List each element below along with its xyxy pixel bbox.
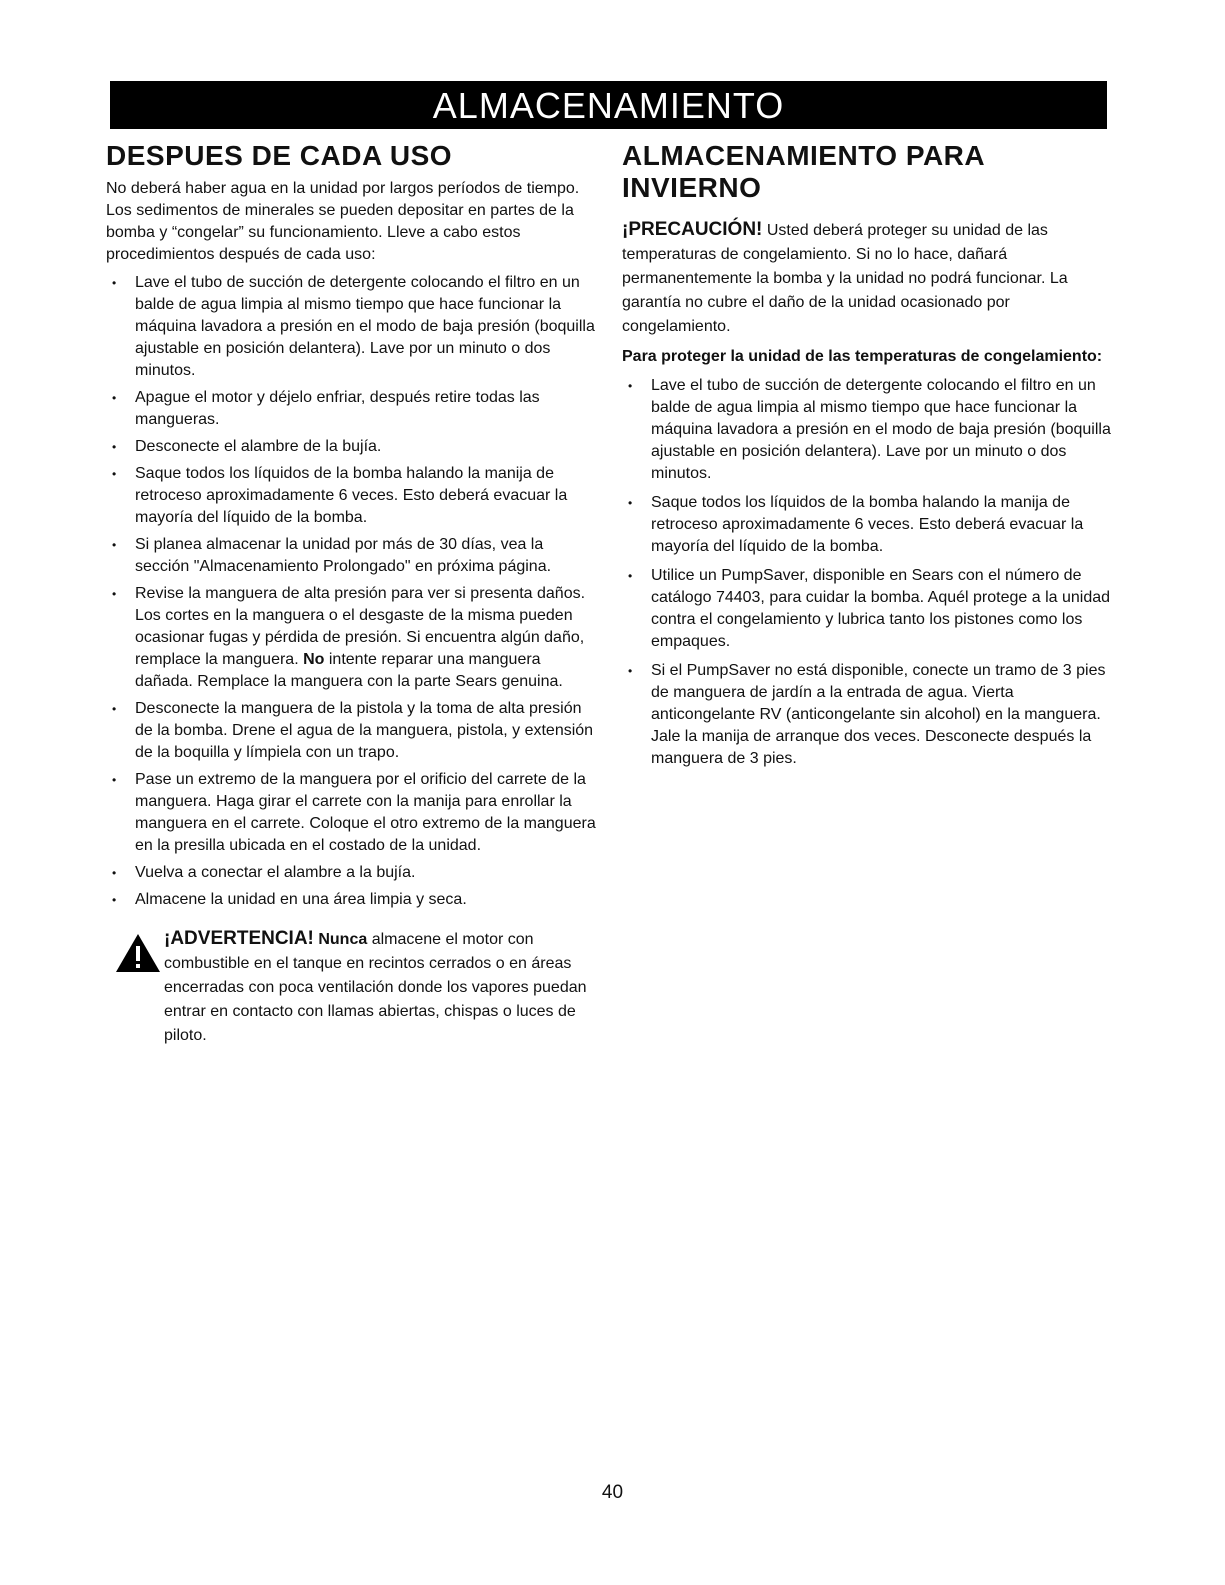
warning-label: ¡ADVERTENCIA!: [164, 928, 314, 949]
caution-paragraph: [622, 218, 1112, 339]
list-item: • Si planea almacenar la unidad por más de 30 días, vea la sección "Almacenamiento Prolongado" en próxima página.: [106, 534, 598, 578]
left-column: [106, 140, 598, 1048]
list-item: • Saque todos los líquidos de la bomba halando la manija de retroceso aproximadamente 6 veces. Esto deberá evacuar la mayoría del líquido de la bomba.: [622, 492, 1112, 558]
list-item: • Lave el tubo de succión de detergente colocando el filtro en un balde de agua limpia al mismo tiempo que hace funcionar la máquina lavadora a presión en el modo de baja presión (boquilla ajustable en posición delantera). Lave por un minuto o dos minutos.: [106, 272, 598, 382]
section-banner: ALMACENAMIENTO: [110, 81, 1107, 129]
list-item: • Almacene la unidad en una área limpia y seca.: [106, 889, 598, 911]
list-item-hose-check: [106, 583, 598, 693]
list-item: • Saque todos los líquidos de la bomba halando la manija de retroceso aproximadamente 6 veces. Esto deberá evacuar la mayoría del líquido de la bomba.: [106, 463, 598, 529]
caution-label: ¡PRECAUCIÓN!: [622, 219, 763, 240]
protect-subheading: Para proteger la unidad de las temperaturas de congelamiento:: [622, 348, 1103, 365]
list-item: • Apague el motor y déjelo enfriar, después retire todas las mangueras.: [106, 387, 598, 431]
heading-despues-de-cada-uso: DESPUES DE CADA USO: [106, 140, 453, 171]
warning-triangle-icon: [115, 933, 161, 973]
list-item: • Si el PumpSaver no está disponible, conecte un tramo de 3 pies de manguera de jardín a la entrada de agua. Vierta anticongelante RV (anticongelante sin alcohol) en la manguera. Jale la manija de arranque dos veces. Desconecte después la manguera de 3 pies.: [622, 660, 1112, 770]
right-column: [622, 140, 1112, 777]
winter-storage-list: [622, 375, 1112, 770]
hose-text-part1: Revise la manguera de alta presión para ver si presenta daños. Los cortes en la manguera o el desgaste de la misma pueden ocasionar fugas y pérdida de presión. Si encuentra algún daño, remplace la manguera.: [135, 585, 586, 668]
list-item: • Pase un extremo de la manguera por el orificio del carrete de la manguera. Haga girar el carrete con la manija para enrollar la manguera en el carrete. Coloque el otro extremo de la manguera en la presilla ubicada en el costado de la unidad.: [106, 769, 598, 857]
intro-paragraph: No deberá haber agua en la unidad por largos períodos de tiempo. Los sedimentos de minerales se pueden depositar en partes de la bomba y “congelar” su funcionamiento. Lleve a cabo estos procedimientos después de cada uso:: [106, 180, 580, 263]
hose-text-bold: No: [303, 651, 325, 668]
after-use-list: [106, 272, 598, 911]
warning-text: almacene el motor con combustible en el tanque en recintos cerrados o en áreas encerradas con poca ventilación donde los vapores puedan entrar en contacto con llamas abiertas, chispas o luces de piloto.: [164, 931, 587, 1044]
heading-line-1: ALMACENAMIENTO PARA: [622, 140, 986, 171]
list-item: • Desconecte la manguera de la pistola y la toma de alta presión de la bomba. Drene el agua de la manguera, pistola, y extensión de la boquilla y límpiela con un trapo.: [106, 698, 598, 764]
warning-block: [106, 927, 598, 1048]
caution-text: Usted deberá proteger su unidad de las temperaturas de congelamiento. Si no lo hace, dañará permanentemente la bomba y la unidad no podrá funcionar. La garantía no cubre el daño de la unidad ocasionado por congelamiento.: [622, 222, 1068, 335]
list-item: • Utilice un PumpSaver, disponible en Sears con el número de catálogo 74403, para cuidar la bomba. Aquél protege a la unidad contra el congelamiento y lubrica tanto los pistones como los empaques.: [622, 565, 1112, 653]
warning-bold-word: Nunca: [318, 931, 368, 948]
list-item: • Lave el tubo de succión de detergente colocando el filtro en un balde de agua limpia al mismo tiempo que hace funcionar la máquina lavadora a presión en el modo de baja presión (boquilla ajustable en posición delantera). Lave por un minuto o dos minutos.: [622, 375, 1112, 485]
heading-almacenamiento-invierno: [622, 140, 1112, 204]
list-item: • Desconecte el alambre de la bujía.: [106, 436, 598, 458]
hose-text-part2: intente reparar una manguera dañada. Remplace la manguera con la parte Sears genuina.: [135, 651, 563, 690]
heading-line-2: INVIERNO: [622, 172, 762, 203]
page-number: 40: [601, 1482, 624, 1503]
list-item: • Vuelva a conectar el alambre a la bujía.: [106, 862, 598, 884]
